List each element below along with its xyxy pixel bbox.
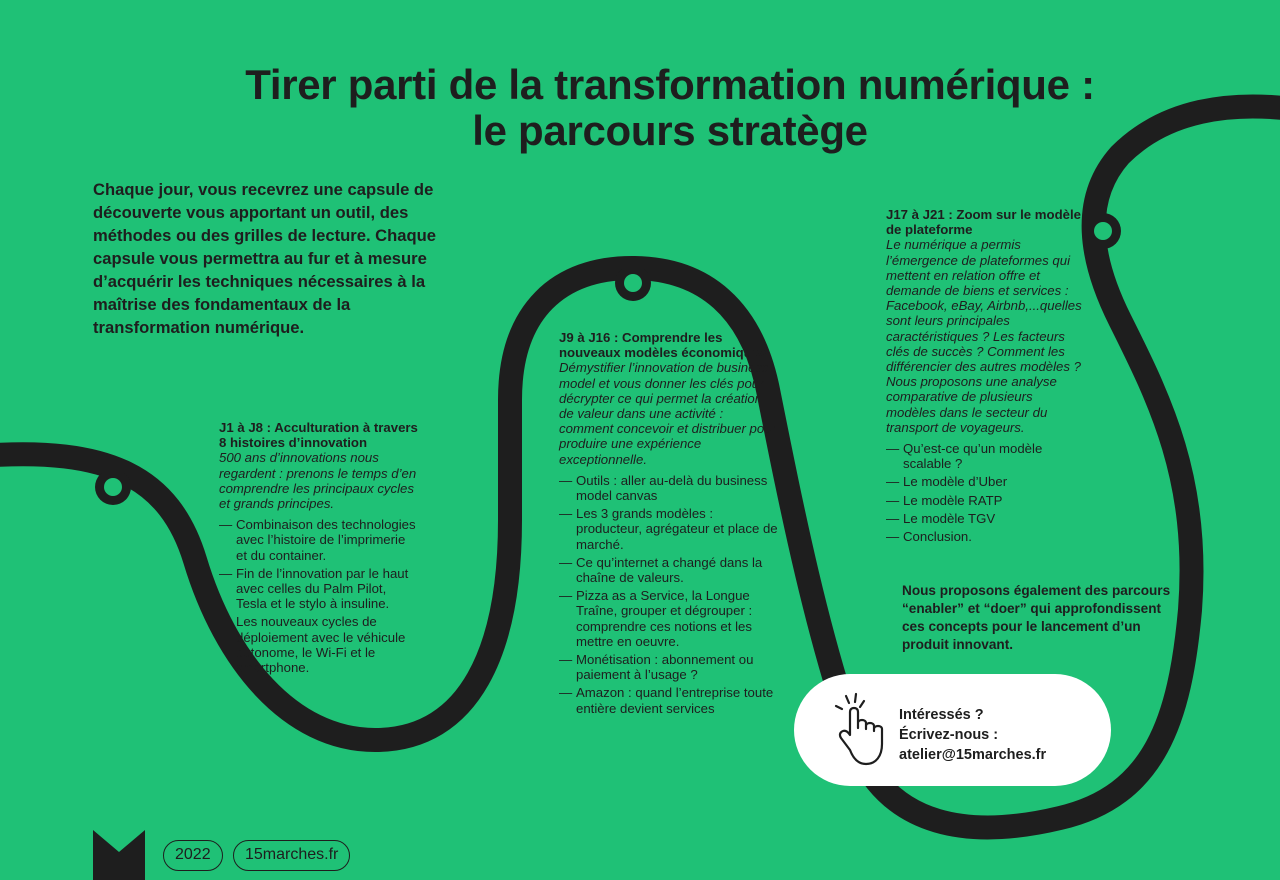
- list-item: — Amazon : quand l’entreprise toute entière devient services: [559, 685, 779, 715]
- contact-line-1: Intéressés ?: [899, 707, 984, 723]
- list-item: — Les nouveaux cycles de déploiement avec le véhicule autonome, le Wi-Fi et le smartphone.: [219, 614, 419, 675]
- stage-1-block: [219, 420, 419, 678]
- list-item: — Le modèle d’Uber: [886, 474, 1086, 489]
- title-line-1: Tirer parti de la transformation numérique :: [245, 61, 1095, 108]
- list-item: — Le modèle RATP: [886, 493, 1086, 508]
- stage-2-description: Démystifier l’innovation de business model et vous donner les clés pour décrypter ce qui permet la création de valeur dans une activité : comment concevoir et distribuer pour produire une expérience exceptionnelle.: [559, 360, 776, 467]
- year-badge: 2022: [163, 840, 223, 871]
- stage-3-description: Le numérique a permis l’émergence de plateformes qui mettent en relation offre et demande de biens et services : Facebook, eBay, Airbnb,...quelles sont leurs principales caractéristiques ? Les facteurs clés de succès ? Comment les différencier des autres modèles ? Nous proposons une analyse comparative de plusieurs modèles dans le secteur du transport de voyageurs.: [886, 237, 1082, 435]
- list-item: — Fin de l’innovation par le haut avec celles du Palm Pilot, Tesla et le stylo à insuline.: [219, 566, 419, 612]
- extra-offer-text: Nous proposons également des parcours “enabler” et “doer” qui approfondissent ces concepts pour le lancement d’un produit innovant.: [902, 583, 1171, 652]
- list-item: — Le modèle TGV: [886, 511, 1086, 526]
- list-item: — Pizza as a Service, la Longue Traîne, grouper et dégrouper : comprendre ces notions et les mettre en oeuvre.: [559, 588, 779, 649]
- list-item: — Les 3 grands modèles : producteur, agrégateur et place de marché.: [559, 506, 779, 552]
- stage-1-list: [219, 517, 419, 675]
- m-logo-icon: [93, 830, 145, 880]
- stage-1-heading: J1 à J8 : Acculturation à travers 8 histoires d’innovation: [219, 420, 418, 451]
- title-line-2: le parcours stratège: [472, 107, 868, 154]
- page-title: [150, 62, 1190, 154]
- contact-line-2: Écrivez-nous :: [899, 727, 999, 743]
- journey-node-1-center: [104, 478, 122, 496]
- list-item: — Qu’est-ce qu’un modèle scalable ?: [886, 441, 1086, 471]
- stage-3-list: [886, 441, 1086, 544]
- stage-1-description: 500 ans d’innovations nous regardent : prenons le temps d’en comprendre les principaux cycles et grands principes.: [219, 450, 417, 512]
- list-item: — Outils : aller au-delà du business model canvas: [559, 473, 779, 503]
- list-item: — Monétisation : abonnement ou paiement à l’usage ?: [559, 652, 779, 682]
- journey-node-3-center: [1094, 222, 1112, 240]
- list-item: — Combinaison des technologies avec l’histoire de l’imprimerie et du container.: [219, 517, 419, 563]
- intro-text: Chaque jour, vous recevrez une capsule de découverte vous apportant un outil, des méthodes ou des grilles de lecture. Chaque capsule vous permettra au fur et à mesure d’acquérir les techniques nécessaires à la maîtrise des fondamentaux de la transformation numérique.: [93, 180, 437, 337]
- contact-card[interactable]: [794, 674, 1111, 786]
- contact-email-link[interactable]: atelier@15marches.fr: [899, 747, 1047, 763]
- stage-2-list: [559, 473, 779, 716]
- stage-2-block: [559, 330, 779, 719]
- stage-2-heading: J9 à J16 : Comprendre les nouveaux modèles économiques: [559, 330, 767, 361]
- contact-text: [899, 705, 1046, 765]
- stage-3-block: [886, 207, 1086, 547]
- list-item: — Ce qu’internet a changé dans la chaîne de valeurs.: [559, 555, 779, 585]
- website-link[interactable]: 15marches.fr: [233, 840, 350, 871]
- stage-3-heading: J17 à J21 : Zoom sur le modèle de plateforme: [886, 207, 1081, 238]
- list-item: — Conclusion.: [886, 529, 1086, 544]
- pointing-hand-icon: [830, 692, 888, 768]
- journey-node-2-center: [624, 274, 642, 292]
